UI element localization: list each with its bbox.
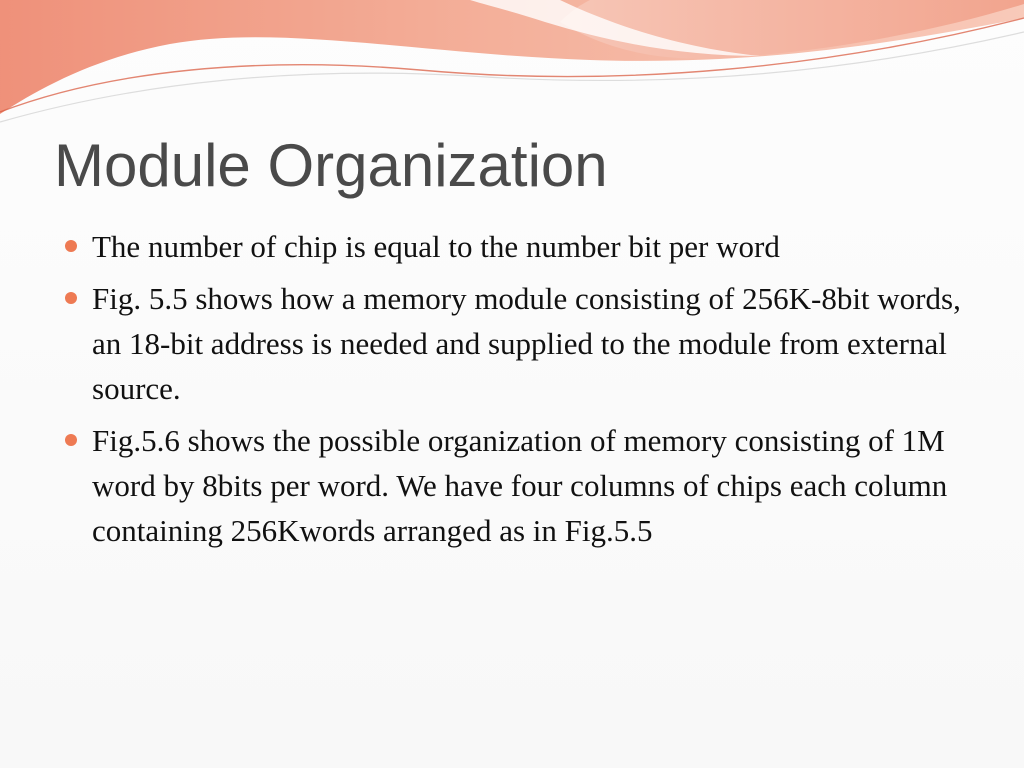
bullet-item [62,418,982,553]
bullet-dot-icon [65,434,77,446]
bullet-list [62,224,982,560]
bullet-dot-icon [65,292,77,304]
bullet-item [62,224,982,269]
bullet-item [62,276,982,411]
slide-title: Module Organization [54,132,608,199]
decorative-wave-banner [0,0,1024,130]
bullet-text: Fig.5.6 shows the possible organization of memory consisting of 1M word by 8bits per word. We have four columns of chips each column containing 256Kwords arranged as in Fig.5.5 [92,423,948,548]
bullet-dot-icon [65,240,77,252]
bullet-text: The number of chip is equal to the number bit per word [92,229,780,264]
bullet-text: Fig. 5.5 shows how a memory module consisting of 256K-8bit words, an 18-bit address is needed and supplied to the module from external source. [92,281,961,406]
